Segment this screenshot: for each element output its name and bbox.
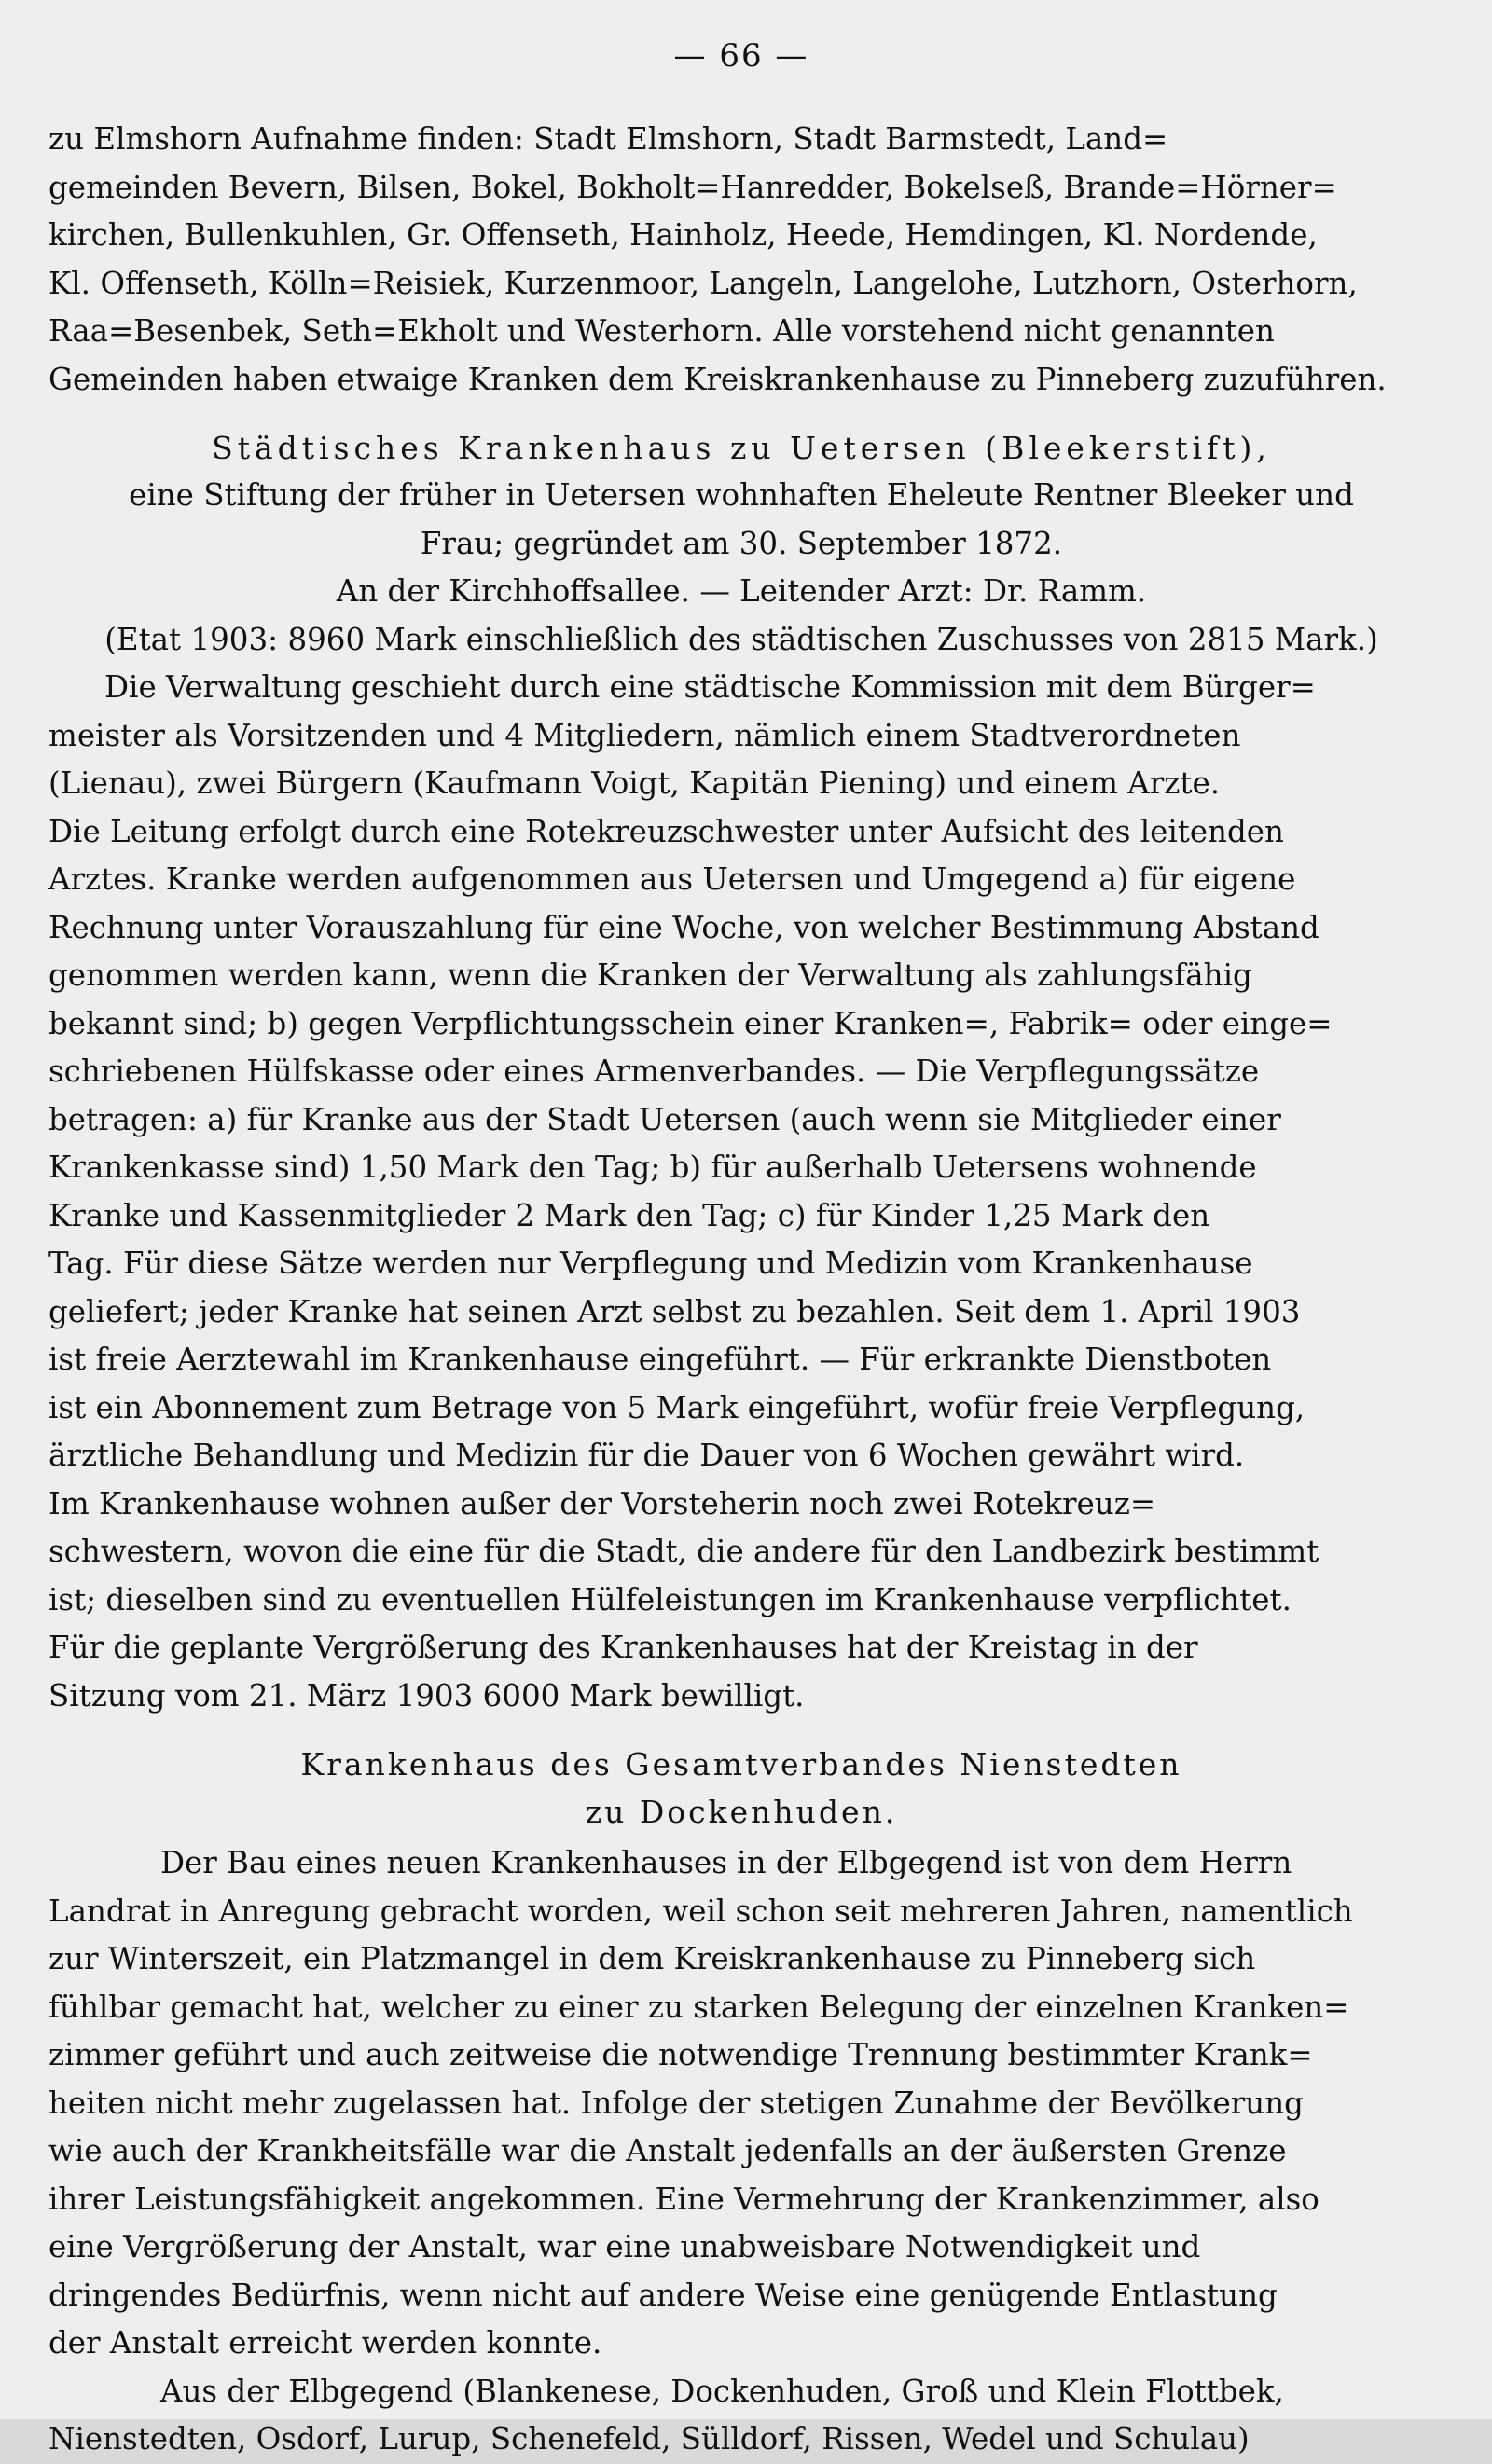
- text-line: fühlbar gemacht hat, welcher zu einer zu starken Belegung der einzelnen Kranken=: [48, 1989, 1349, 2025]
- text-line: meister als Vorsitzenden und 4 Mitgliedern, nämlich einem Stadtverordneten: [48, 717, 1241, 753]
- text-line: Gemeinden haben etwaige Kranken dem Kreiskrankenhause zu Pinneberg zuzuführen.: [48, 361, 1387, 397]
- text-line: Für die geplante Vergrößerung des Krankenhauses hat der Kreistag in der: [48, 1630, 1198, 1665]
- text-line: Tag. Für diese Sätze werden nur Verpflegung und Medizin vom Krankenhause: [48, 1246, 1253, 1281]
- text-line: Kranke und Kassenmitglieder 2 Mark den Tag; c) für Kinder 1,25 Mark den: [48, 1197, 1210, 1233]
- section-subheading: [48, 472, 1434, 664]
- text-line: dringendes Bedürfnis, wenn nicht auf andere Weise eine genügende Entlastung: [48, 2277, 1278, 2313]
- section-heading-dockenhuden: zu Dockenhuden.: [585, 1794, 898, 1830]
- intro-paragraph: [48, 116, 1434, 404]
- text-line: Nienstedten, Osdorf, Lurup, Schenefeld, Sülldorf, Rissen, Wedel und Schulau): [48, 2421, 1250, 2457]
- text-line: Krankenkasse sind) 1,50 Mark den Tag; b) für außerhalb Uetersens wohnende: [48, 1149, 1257, 1185]
- text-line: schwestern, wovon die eine für die Stadt, die andere für den Landbezirk bestimmt: [48, 1534, 1319, 1569]
- text-line: eine Vergrößerung der Anstalt, war eine unabweisbare Notwendigkeit und: [48, 2229, 1201, 2264]
- section2-paragraph-1: [48, 1839, 1434, 2368]
- text-line: Raa=Besenbek, Seth=Ekholt und Westerhorn. Alle vorstehend nicht genannten: [48, 313, 1275, 349]
- section-heading-uetersen: Städtisches Krankenhaus zu Uetersen (Bleekerstift),: [212, 430, 1271, 466]
- text-line: zimmer geführt und auch zeitweise die notwendige Trennung bestimmter Krank=: [48, 2037, 1313, 2072]
- text-line: ist freie Aerztewahl im Krankenhause eingeführt. — Für erkrankte Dienstboten: [48, 1342, 1272, 1377]
- text-line: zu Elmshorn Aufnahme finden: Stadt Elmshorn, Stadt Barmstedt, Land=: [48, 121, 1168, 157]
- text-line: schriebenen Hülfskasse oder eines Armenverbandes. — Die Verpflegungssätze: [48, 1053, 1260, 1089]
- text-line: Im Krankenhause wohnen außer der Vorsteherin noch zwei Rotekreuz=: [48, 1485, 1156, 1521]
- text-line: gemeinden Bevern, Bilsen, Bokel, Bokholt=Hanredder, Bokelseß, Brande=Hörner=: [48, 169, 1337, 205]
- text-line: der Anstalt erreicht werden konnte.: [48, 2325, 602, 2361]
- text-line: betragen: a) für Kranke aus der Stadt Uetersen (auch wenn sie Mitglieder einer: [48, 1101, 1281, 1137]
- text-line: Landrat in Anregung gebracht worden, weil schon seit mehreren Jahren, namentlich: [48, 1893, 1353, 1929]
- text-line: eine Stiftung der früher in Uetersen wohnhaften Eheleute Rentner Bleeker und: [129, 477, 1354, 513]
- text-line: Rechnung unter Vorauszahlung für eine Woche, von welcher Bestimmung Abstand: [48, 909, 1319, 945]
- text-line: Die Leitung erfolgt durch eine Rotekreuzschwester unter Aufsicht des leitenden: [48, 813, 1284, 849]
- text-line: ist ein Abonnement zum Betrage von 5 Mark eingeführt, wofür freie Verpflegung,: [48, 1389, 1306, 1425]
- text-line: kirchen, Bullenkuhlen, Gr. Offenseth, Hainholz, Heede, Hemdingen, Kl. Nordende,: [48, 217, 1318, 253]
- text-line: Der Bau eines neuen Krankenhauses in der Elbgegend ist von dem Herrn: [160, 1845, 1292, 1880]
- text-line: ist; dieselben sind zu eventuellen Hülfeleistungen im Krankenhause verpflichtet.: [48, 1581, 1292, 1617]
- text-line: geliefert; jeder Kranke hat seinen Arzt selbst zu bezahlen. Seit dem 1. April 1903: [48, 1293, 1301, 1329]
- text-line: ihrer Leistungsfähigkeit angekommen. Eine Vermehrung der Krankenzimmer, also: [48, 2181, 1319, 2217]
- text-line: Die Verwaltung geschieht durch eine städtische Kommission mit dem Bürger=: [104, 669, 1316, 705]
- section1-body: [48, 664, 1434, 1720]
- text-line: Sitzung vom 21. März 1903 6000 Mark bewilligt.: [48, 1677, 805, 1714]
- text-line: ärztliche Behandlung und Medizin für die Dauer von 6 Wochen gewährt wird.: [48, 1438, 1245, 1473]
- text-line: Aus der Elbgegend (Blankenese, Dockenhuden, Groß und Klein Flottbek,: [160, 2373, 1284, 2409]
- text-line: genommen werden kann, wenn die Kranken der Verwaltung als zahlungsfähig: [48, 957, 1252, 993]
- text-line: bekannt sind; b) gegen Verpflichtungsschein einer Kranken=, Fabrik= oder einge=: [48, 1005, 1333, 1041]
- text-line: wie auch der Krankheitsfälle war die Anstalt jedenfalls an der äußersten Grenze: [48, 2133, 1287, 2168]
- text-line: (Lienau), zwei Bürgern (Kaufmann Voigt, Kapitän Piening) und einem Arzte.: [48, 765, 1221, 801]
- section2-paragraph-2: [48, 2368, 1434, 2464]
- page-number: — 66 —: [673, 37, 809, 75]
- text-line: zur Winterszeit, ein Platzmangel in dem Kreiskrankenhause zu Pinneberg sich: [48, 1941, 1256, 1976]
- text-line: An der Kirchhoffsallee. — Leitender Arzt: Dr. Ramm.: [336, 573, 1147, 609]
- text-line: Kl. Offenseth, Kölln=Reisiek, Kurzenmoor, Langeln, Langelohe, Lutzhorn, Osterhorn,: [48, 265, 1358, 301]
- text-line: heiten nicht mehr zugelassen hat. Infolge der stetigen Zunahme der Bevölkerung: [48, 2085, 1304, 2121]
- text-line: Frau; gegründet am 30. September 1872.: [420, 525, 1063, 561]
- text-line: (Etat 1903: 8960 Mark einschließlich des städtischen Zuschusses von 2815 Mark.): [104, 621, 1378, 657]
- text-line: Arztes. Kranke werden aufgenommen aus Uetersen und Umgegend a) für eigene: [48, 861, 1296, 897]
- section-heading-nienstedten: Krankenhaus des Gesamtverbandes Nienstedten: [300, 1746, 1182, 1783]
